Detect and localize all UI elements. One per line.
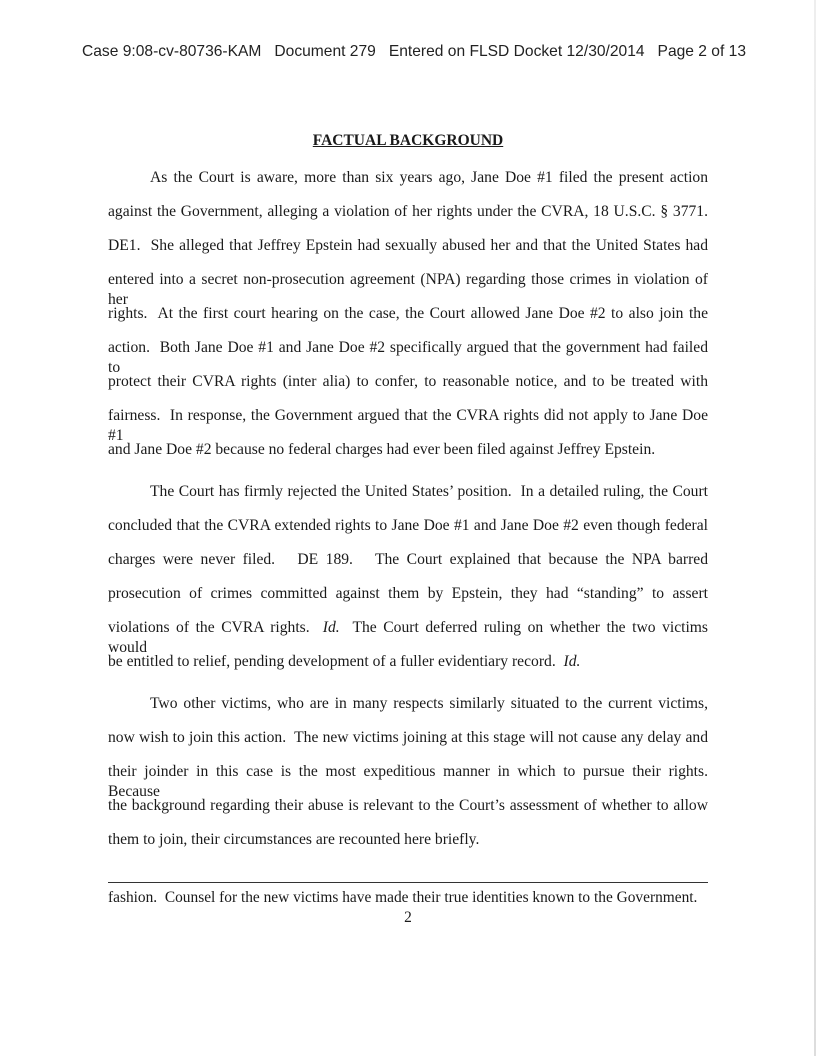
text: be entitled to relief, pending development of a fuller evidentiary record. (108, 653, 564, 670)
text-line: rights. At the first court hearing on the case, the Court allowed Jane Doe #2 to also join the (108, 305, 708, 322)
text-line (108, 652, 708, 672)
text: violations of the CVRA rights. (108, 619, 323, 636)
text: The Court deferred ruling on whether the two victims would (108, 619, 712, 656)
text-line: fairness. In response, the Government argued that the CVRA rights did not apply to Jane Doe #1 (108, 407, 712, 444)
text-line: their joinder in this case is the most expeditious manner in which to pursue their rights. Because (108, 763, 716, 800)
text-line: entered into a secret non-prosecution agreement (NPA) regarding those crimes in violation of her (108, 271, 712, 308)
text-line: DE1. She alleged that Jeffrey Epstein had sexually abused her and that the United States had (108, 237, 708, 254)
text-line: the background regarding their abuse is relevant to the Court’s assessment of whether to allow (108, 797, 708, 814)
citation-id: Id. (563, 653, 581, 670)
text-line: charges were never filed. DE 189. The Court explained that because the NPA barred (108, 551, 708, 568)
footnote-divider (108, 882, 708, 883)
footnote-text: fashion. Counsel for the new victims have made their true identities known to the Government. (108, 889, 698, 906)
text-line: concluded that the CVRA extended rights to Jane Doe #1 and Jane Doe #2 even though federal (108, 517, 708, 534)
text-line: prosecution of crimes committed against them by Epstein, they had “standing” to assert (108, 585, 708, 602)
text-line: now wish to join this action. The new victims joining at this stage will not cause any delay and (108, 729, 708, 746)
text-line: and Jane Doe #2 because no federal charges had ever been filed against Jeffrey Epstein. (108, 441, 656, 458)
citation-id: Id. (322, 619, 340, 636)
docket-header: Case 9:08-cv-80736-KAM Document 279 Entered on FLSD Docket 12/30/2014 Page 2 of 13 (82, 43, 746, 60)
page-number: 2 (404, 909, 412, 926)
text-line: The Court has firmly rejected the United States’ position. In a detailed ruling, the Court (150, 483, 708, 500)
text-line: action. Both Jane Doe #1 and Jane Doe #2 specifically argued that the government had failed to (108, 339, 712, 376)
text-line: As the Court is aware, more than six years ago, Jane Doe #1 filed the present action (150, 169, 708, 186)
text-line: Two other victims, who are in many respects similarly situated to the current victims, (150, 695, 708, 712)
text-line: protect their CVRA rights (inter alia) to confer, to reasonable notice, and to be treated with (108, 373, 708, 390)
text-line: them to join, their circumstances are recounted here briefly. (108, 831, 480, 848)
text-line: against the Government, alleging a violation of her rights under the CVRA, 18 U.S.C. § 3771. (108, 203, 708, 220)
section-heading: FACTUAL BACKGROUND (312, 132, 504, 149)
